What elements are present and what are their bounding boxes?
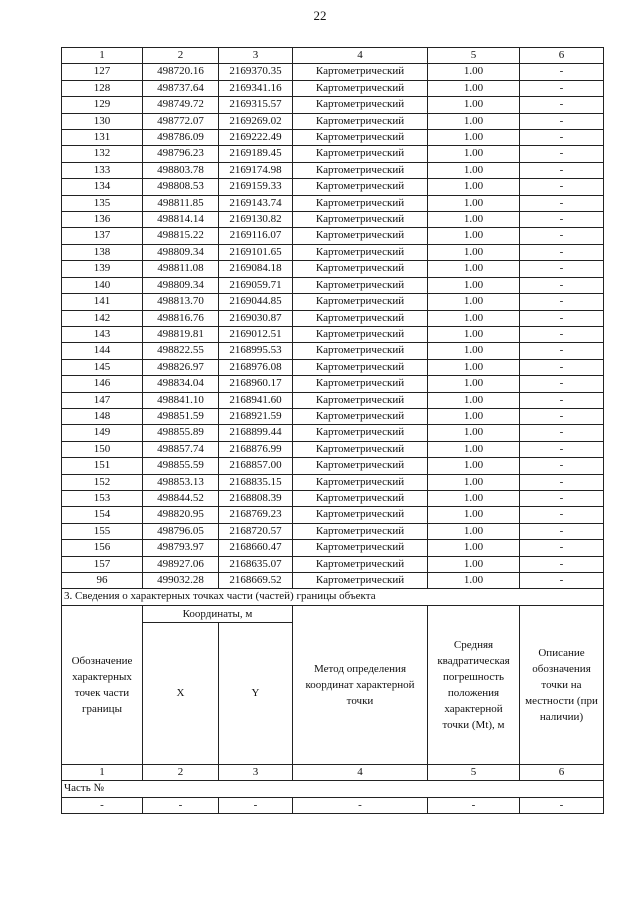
column-number: 3 xyxy=(219,48,293,64)
table-row xyxy=(62,64,604,80)
point-number: 135 xyxy=(62,195,143,211)
description: - xyxy=(520,277,604,293)
method: Картометрический xyxy=(293,179,428,195)
method: Картометрический xyxy=(293,458,428,474)
column-number: 6 xyxy=(520,764,604,780)
description: - xyxy=(520,343,604,359)
coord-y: 2169012.51 xyxy=(219,326,293,342)
table-row xyxy=(62,228,604,244)
accuracy: 1.00 xyxy=(428,523,520,539)
method: Картометрический xyxy=(293,244,428,260)
accuracy: 1.00 xyxy=(428,458,520,474)
header-accuracy: Средняя квадратическая погрешность положения характерной точки (Mt), м xyxy=(428,605,520,764)
column-number: 2 xyxy=(143,48,219,64)
table-row xyxy=(62,179,604,195)
method: Картометрический xyxy=(293,523,428,539)
coord-y: 2168976.08 xyxy=(219,359,293,375)
method: Картометрический xyxy=(293,64,428,80)
accuracy: 1.00 xyxy=(428,130,520,146)
coord-y: 2169222.49 xyxy=(219,130,293,146)
description: - xyxy=(520,212,604,228)
coord-y: 2168720.57 xyxy=(219,523,293,539)
coord-y: 2169341.16 xyxy=(219,80,293,96)
coord-x: 498793.97 xyxy=(143,540,219,556)
accuracy: 1.00 xyxy=(428,343,520,359)
table-row xyxy=(62,425,604,441)
coord-x: 498786.09 xyxy=(143,130,219,146)
method: Картометрический xyxy=(293,408,428,424)
coord-x: 498737.64 xyxy=(143,80,219,96)
method: Картометрический xyxy=(293,212,428,228)
empty-cell: - xyxy=(62,797,143,813)
column-number-row xyxy=(62,48,604,64)
table-row xyxy=(62,573,604,589)
point-number: 143 xyxy=(62,326,143,342)
accuracy: 1.00 xyxy=(428,425,520,441)
coord-y: 2169189.45 xyxy=(219,146,293,162)
method: Картометрический xyxy=(293,573,428,589)
point-number: 138 xyxy=(62,244,143,260)
coord-y: 2169159.33 xyxy=(219,179,293,195)
description: - xyxy=(520,376,604,392)
point-number: 151 xyxy=(62,458,143,474)
coord-x: 498720.16 xyxy=(143,64,219,80)
method: Картометрический xyxy=(293,113,428,129)
point-number: 145 xyxy=(62,359,143,375)
description: - xyxy=(520,474,604,490)
description: - xyxy=(520,146,604,162)
point-number: 157 xyxy=(62,556,143,572)
table-row xyxy=(62,376,604,392)
method: Картометрический xyxy=(293,294,428,310)
table-row xyxy=(62,343,604,359)
empty-cell: - xyxy=(219,797,293,813)
method: Картометрический xyxy=(293,80,428,96)
table-row xyxy=(62,294,604,310)
coord-x: 498851.59 xyxy=(143,408,219,424)
coord-y: 2168876.99 xyxy=(219,441,293,457)
method: Картометрический xyxy=(293,326,428,342)
method: Картометрический xyxy=(293,376,428,392)
accuracy: 1.00 xyxy=(428,474,520,490)
description: - xyxy=(520,195,604,211)
accuracy: 1.00 xyxy=(428,376,520,392)
point-number: 156 xyxy=(62,540,143,556)
coord-x: 498855.89 xyxy=(143,425,219,441)
coord-x: 498816.76 xyxy=(143,310,219,326)
method: Картометрический xyxy=(293,441,428,457)
coord-y: 2168835.15 xyxy=(219,474,293,490)
coord-y: 2169059.71 xyxy=(219,277,293,293)
accuracy: 1.00 xyxy=(428,113,520,129)
accuracy: 1.00 xyxy=(428,228,520,244)
description: - xyxy=(520,458,604,474)
coord-x: 498796.05 xyxy=(143,523,219,539)
table-row xyxy=(62,523,604,539)
coord-y: 2169030.87 xyxy=(219,310,293,326)
coord-x: 498772.07 xyxy=(143,113,219,129)
coord-x: 498819.81 xyxy=(143,326,219,342)
empty-cell: - xyxy=(520,797,604,813)
point-number: 149 xyxy=(62,425,143,441)
coord-y: 2168960.17 xyxy=(219,376,293,392)
table-row xyxy=(62,408,604,424)
coord-x: 498841.10 xyxy=(143,392,219,408)
coord-y: 2168941.60 xyxy=(219,392,293,408)
point-number: 154 xyxy=(62,507,143,523)
column-number: 6 xyxy=(520,48,604,64)
point-number: 141 xyxy=(62,294,143,310)
section-header-row xyxy=(62,605,604,622)
description: - xyxy=(520,228,604,244)
coord-y: 2168921.59 xyxy=(219,408,293,424)
coord-y: 2169269.02 xyxy=(219,113,293,129)
accuracy: 1.00 xyxy=(428,556,520,572)
description: - xyxy=(520,310,604,326)
section-title: 3. Сведения о характерных точках части (частей) границы объекта xyxy=(62,589,604,605)
method: Картометрический xyxy=(293,556,428,572)
table-row xyxy=(62,540,604,556)
points-table xyxy=(61,47,604,814)
point-number: 146 xyxy=(62,376,143,392)
accuracy: 1.00 xyxy=(428,326,520,342)
accuracy: 1.00 xyxy=(428,294,520,310)
point-number: 128 xyxy=(62,80,143,96)
table-row xyxy=(62,556,604,572)
point-number: 136 xyxy=(62,212,143,228)
coord-x: 498815.22 xyxy=(143,228,219,244)
description: - xyxy=(520,490,604,506)
coord-x: 498820.95 xyxy=(143,507,219,523)
method: Картометрический xyxy=(293,228,428,244)
method: Картометрический xyxy=(293,359,428,375)
method: Картометрический xyxy=(293,425,428,441)
accuracy: 1.00 xyxy=(428,64,520,80)
point-number: 137 xyxy=(62,228,143,244)
description: - xyxy=(520,441,604,457)
point-number: 148 xyxy=(62,408,143,424)
table-row xyxy=(62,80,604,96)
method: Картометрический xyxy=(293,490,428,506)
column-number: 1 xyxy=(62,764,143,780)
table-row xyxy=(62,326,604,342)
method: Картометрический xyxy=(293,261,428,277)
description: - xyxy=(520,261,604,277)
header-coordinates: Координаты, м xyxy=(143,605,293,622)
coord-y: 2169084.18 xyxy=(219,261,293,277)
point-number: 133 xyxy=(62,162,143,178)
table-row xyxy=(62,474,604,490)
point-number: 155 xyxy=(62,523,143,539)
empty-cell: - xyxy=(428,797,520,813)
description: - xyxy=(520,425,604,441)
coord-x: 498809.34 xyxy=(143,277,219,293)
accuracy: 1.00 xyxy=(428,507,520,523)
accuracy: 1.00 xyxy=(428,277,520,293)
table-row xyxy=(62,277,604,293)
description: - xyxy=(520,244,604,260)
method: Картометрический xyxy=(293,507,428,523)
coord-x: 498826.97 xyxy=(143,359,219,375)
coord-y: 2168857.00 xyxy=(219,458,293,474)
description: - xyxy=(520,408,604,424)
coord-x: 498749.72 xyxy=(143,97,219,113)
description: - xyxy=(520,294,604,310)
header-method: Метод определения координат характерной точки xyxy=(293,605,428,764)
point-number: 96 xyxy=(62,573,143,589)
coord-y: 2169315.57 xyxy=(219,97,293,113)
method: Картометрический xyxy=(293,146,428,162)
description: - xyxy=(520,162,604,178)
description: - xyxy=(520,97,604,113)
point-number: 134 xyxy=(62,179,143,195)
table-row xyxy=(62,392,604,408)
coord-x: 498796.23 xyxy=(143,146,219,162)
method: Картометрический xyxy=(293,474,428,490)
description: - xyxy=(520,130,604,146)
method: Картометрический xyxy=(293,310,428,326)
coord-y: 2169116.07 xyxy=(219,228,293,244)
empty-cell: - xyxy=(293,797,428,813)
point-number: 132 xyxy=(62,146,143,162)
method: Картометрический xyxy=(293,97,428,113)
coord-y: 2168769.23 xyxy=(219,507,293,523)
coord-y: 2169044.85 xyxy=(219,294,293,310)
header-designation: Обозначение характерных точек части границы xyxy=(62,605,143,764)
point-number: 142 xyxy=(62,310,143,326)
method: Картометрический xyxy=(293,343,428,359)
point-number: 139 xyxy=(62,261,143,277)
coord-y: 2168660.47 xyxy=(219,540,293,556)
table-row xyxy=(62,359,604,375)
empty-row xyxy=(62,797,604,813)
table-row xyxy=(62,195,604,211)
accuracy: 1.00 xyxy=(428,195,520,211)
description: - xyxy=(520,540,604,556)
description: - xyxy=(520,523,604,539)
empty-cell: - xyxy=(143,797,219,813)
point-number: 140 xyxy=(62,277,143,293)
coord-y: 2168899.44 xyxy=(219,425,293,441)
accuracy: 1.00 xyxy=(428,97,520,113)
section-number-row xyxy=(62,764,604,780)
method: Картометрический xyxy=(293,195,428,211)
coord-x: 498811.85 xyxy=(143,195,219,211)
coord-y: 2169101.65 xyxy=(219,244,293,260)
coord-x: 498822.55 xyxy=(143,343,219,359)
table-row xyxy=(62,244,604,260)
table-row xyxy=(62,162,604,178)
method: Картометрический xyxy=(293,540,428,556)
header-y: Y xyxy=(219,622,293,764)
part-label: Часть № xyxy=(62,781,604,797)
accuracy: 1.00 xyxy=(428,146,520,162)
accuracy: 1.00 xyxy=(428,310,520,326)
coord-y: 2169143.74 xyxy=(219,195,293,211)
point-number: 147 xyxy=(62,392,143,408)
header-x: X xyxy=(143,622,219,764)
coord-x: 498844.52 xyxy=(143,490,219,506)
point-number: 131 xyxy=(62,130,143,146)
point-number: 129 xyxy=(62,97,143,113)
description: - xyxy=(520,179,604,195)
method: Картометрический xyxy=(293,130,428,146)
coord-y: 2169370.35 xyxy=(219,64,293,80)
coord-y: 2168808.39 xyxy=(219,490,293,506)
coord-x: 499032.28 xyxy=(143,573,219,589)
accuracy: 1.00 xyxy=(428,573,520,589)
table-row xyxy=(62,261,604,277)
column-number: 4 xyxy=(293,48,428,64)
point-number: 144 xyxy=(62,343,143,359)
point-number: 130 xyxy=(62,113,143,129)
coord-x: 498855.59 xyxy=(143,458,219,474)
accuracy: 1.00 xyxy=(428,212,520,228)
table-row xyxy=(62,490,604,506)
part-row xyxy=(62,781,604,797)
point-number: 150 xyxy=(62,441,143,457)
table-row xyxy=(62,310,604,326)
coord-x: 498808.53 xyxy=(143,179,219,195)
table-row xyxy=(62,458,604,474)
table-row xyxy=(62,97,604,113)
table-row xyxy=(62,441,604,457)
coord-y: 2169130.82 xyxy=(219,212,293,228)
header-description: Описание обозначения точки на местности (при наличии) xyxy=(520,605,604,764)
coord-y: 2168635.07 xyxy=(219,556,293,572)
column-number: 2 xyxy=(143,764,219,780)
accuracy: 1.00 xyxy=(428,540,520,556)
method: Картометрический xyxy=(293,277,428,293)
accuracy: 1.00 xyxy=(428,261,520,277)
coord-y: 2168669.52 xyxy=(219,573,293,589)
coord-y: 2168995.53 xyxy=(219,343,293,359)
column-number: 5 xyxy=(428,48,520,64)
accuracy: 1.00 xyxy=(428,441,520,457)
description: - xyxy=(520,573,604,589)
description: - xyxy=(520,80,604,96)
coord-y: 2169174.98 xyxy=(219,162,293,178)
accuracy: 1.00 xyxy=(428,408,520,424)
accuracy: 1.00 xyxy=(428,490,520,506)
description: - xyxy=(520,359,604,375)
method: Картометрический xyxy=(293,162,428,178)
accuracy: 1.00 xyxy=(428,179,520,195)
description: - xyxy=(520,113,604,129)
description: - xyxy=(520,392,604,408)
description: - xyxy=(520,326,604,342)
table-row xyxy=(62,130,604,146)
coord-x: 498834.04 xyxy=(143,376,219,392)
section-title-row xyxy=(62,589,604,605)
method: Картометрический xyxy=(293,392,428,408)
table-row xyxy=(62,212,604,228)
point-number: 153 xyxy=(62,490,143,506)
accuracy: 1.00 xyxy=(428,359,520,375)
table-row xyxy=(62,113,604,129)
column-number: 5 xyxy=(428,764,520,780)
coord-x: 498809.34 xyxy=(143,244,219,260)
coord-x: 498814.14 xyxy=(143,212,219,228)
column-number: 1 xyxy=(62,48,143,64)
column-number: 3 xyxy=(219,764,293,780)
column-number: 4 xyxy=(293,764,428,780)
accuracy: 1.00 xyxy=(428,244,520,260)
accuracy: 1.00 xyxy=(428,392,520,408)
accuracy: 1.00 xyxy=(428,80,520,96)
description: - xyxy=(520,556,604,572)
point-number: 152 xyxy=(62,474,143,490)
table-row xyxy=(62,507,604,523)
coord-x: 498857.74 xyxy=(143,441,219,457)
accuracy: 1.00 xyxy=(428,162,520,178)
coord-x: 498813.70 xyxy=(143,294,219,310)
coord-x: 498927.06 xyxy=(143,556,219,572)
coord-x: 498853.13 xyxy=(143,474,219,490)
coord-x: 498811.08 xyxy=(143,261,219,277)
coord-x: 498803.78 xyxy=(143,162,219,178)
page-number: 22 xyxy=(313,8,327,23)
description: - xyxy=(520,64,604,80)
table-row xyxy=(62,146,604,162)
point-number: 127 xyxy=(62,64,143,80)
description: - xyxy=(520,507,604,523)
